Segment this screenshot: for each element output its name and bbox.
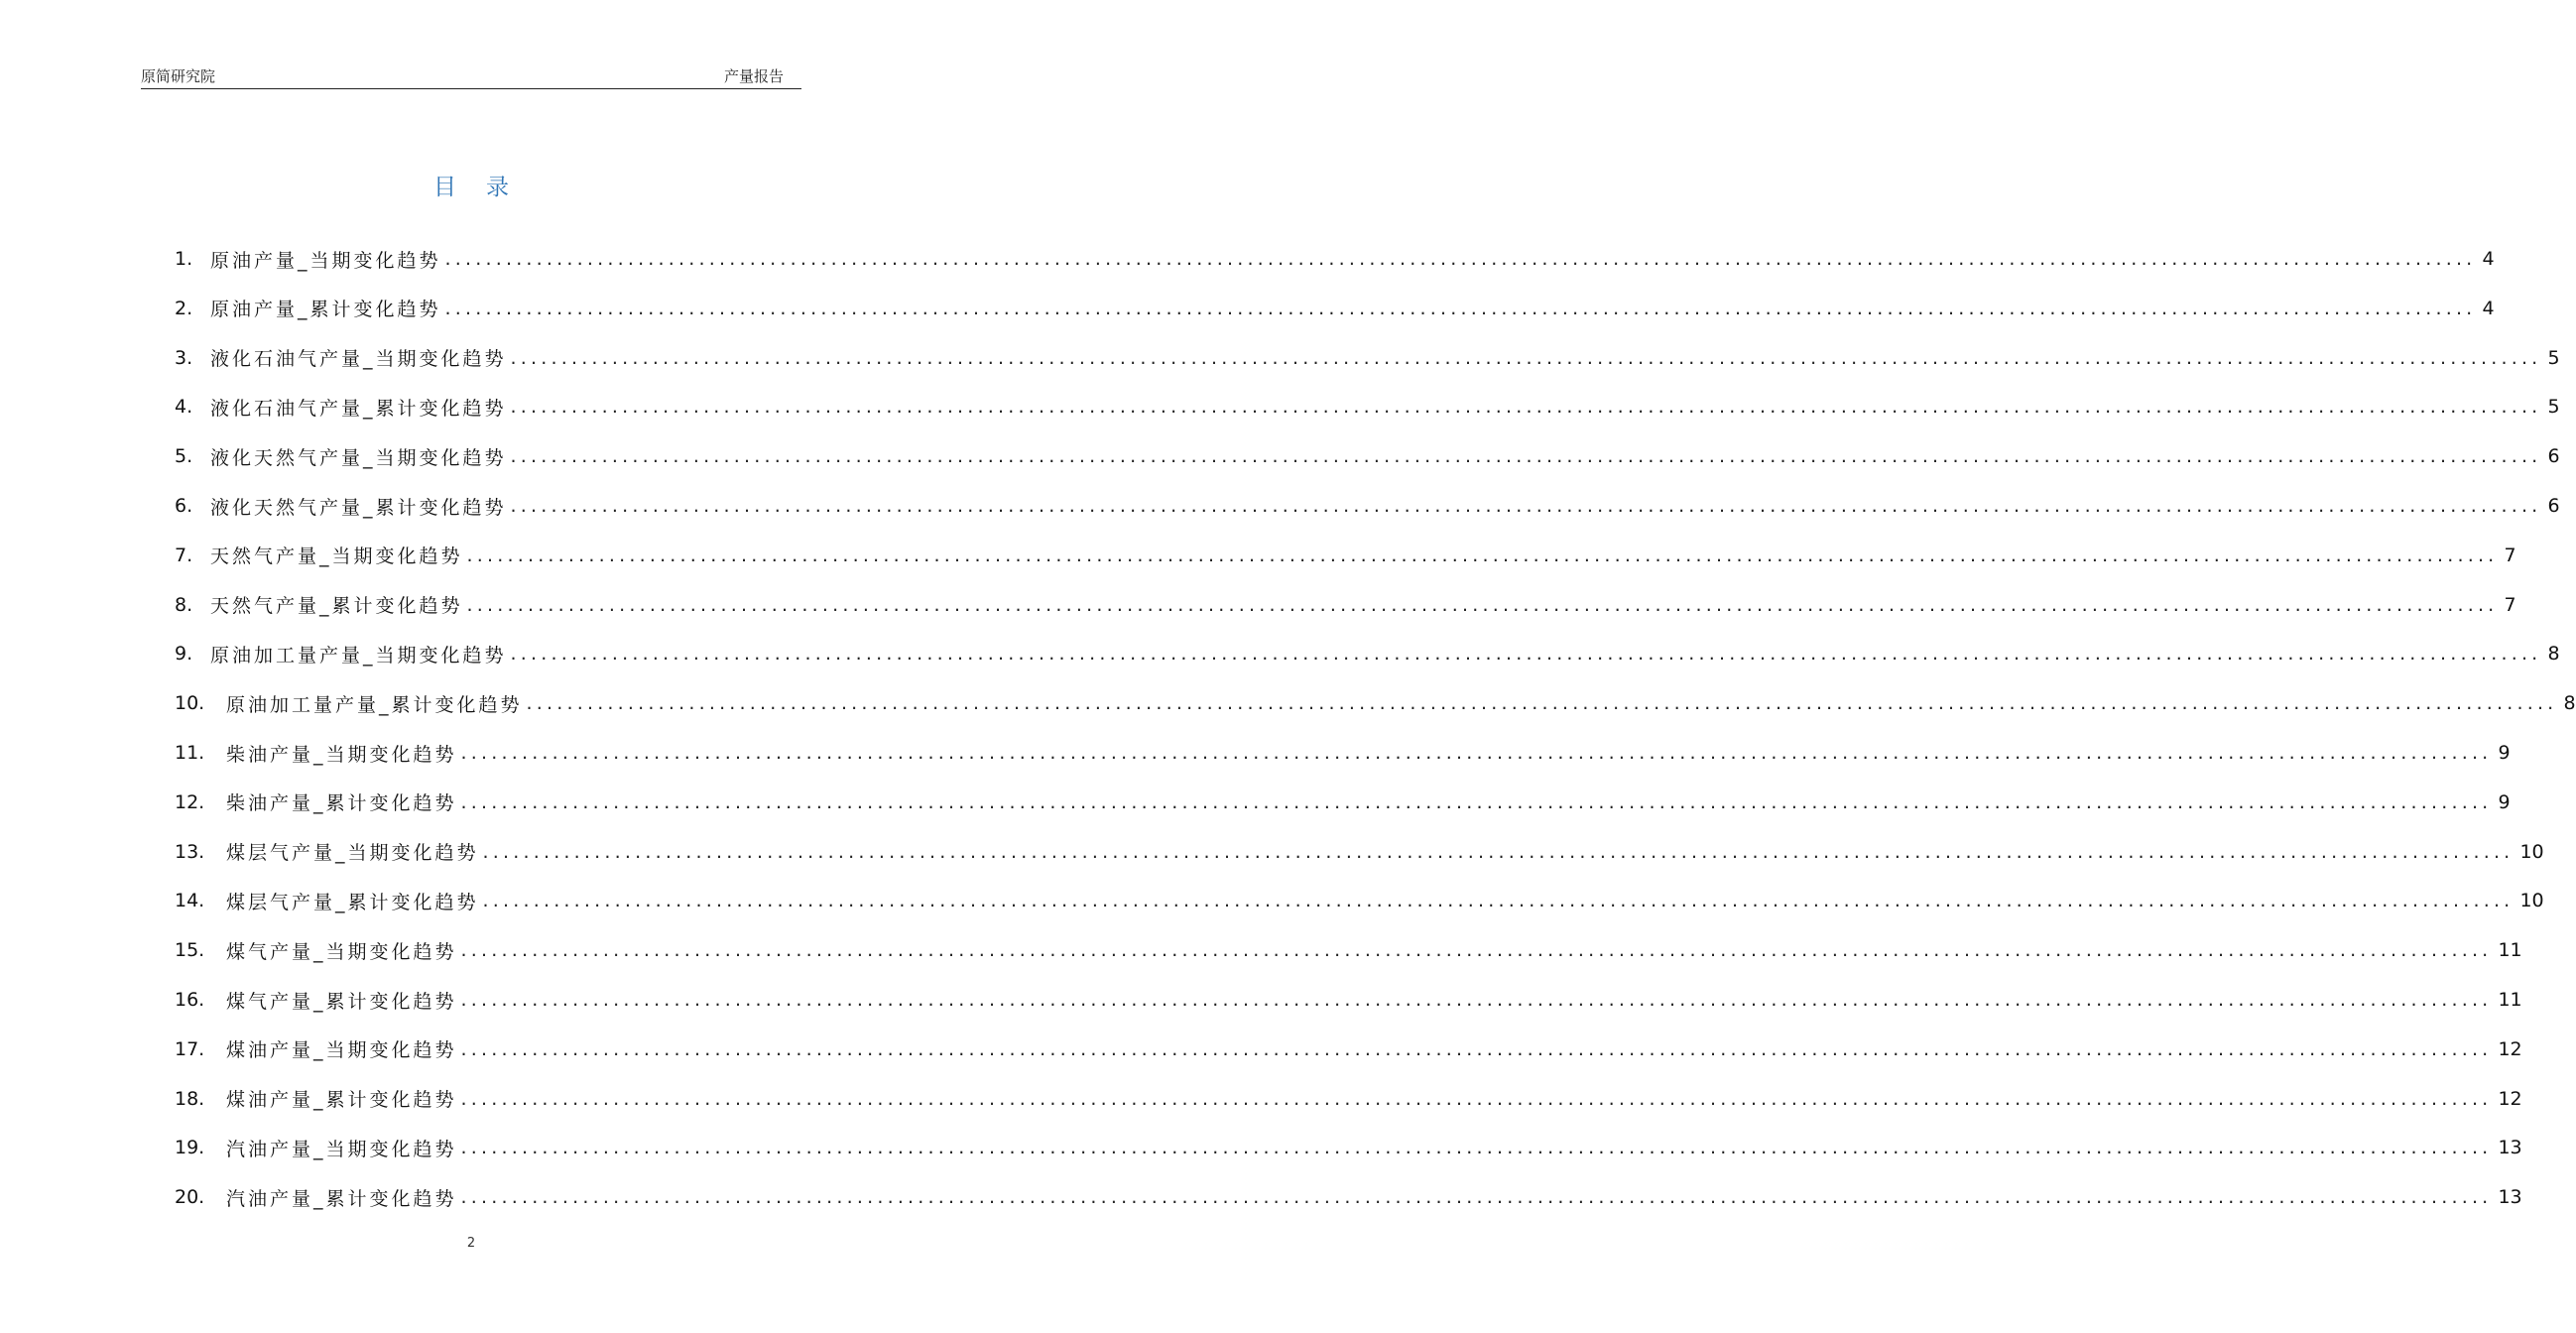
toc-dot-leader: ........................................................................................................................................................................................................: [460, 1087, 2493, 1110]
toc-entry-page: 6: [2547, 445, 2560, 468]
toc-entry-title: 柴油产量_当期变化趋势: [226, 743, 457, 766]
toc-entry-title: 液化石油气产量_当期变化趋势: [210, 348, 507, 371]
toc-entry-page: 4: [2482, 297, 2495, 319]
toc-entry-page: 8: [2563, 692, 2576, 715]
toc-entry-page: 12: [2498, 1087, 2522, 1110]
toc-entry-title: 煤油产量_当期变化趋势: [226, 1039, 457, 1062]
toc-entry-page: 13: [2498, 1186, 2522, 1209]
toc-entry[interactable]: [175, 688, 2576, 718]
toc-dot-leader: ........................................................................................................................................................................................................: [466, 593, 2499, 616]
toc-dot-leader: ........................................................................................................................................................................................................: [460, 1137, 2493, 1159]
toc-entry[interactable]: [175, 294, 2495, 323]
toc-entry-number: 10.: [175, 692, 205, 715]
toc-entry[interactable]: [175, 788, 2511, 817]
toc-entry-title: 天然气产量_累计变化趋势: [210, 595, 463, 618]
toc-entry-number: 14.: [175, 890, 205, 912]
toc-entry[interactable]: [175, 392, 2560, 422]
toc-entry-page: 5: [2547, 396, 2560, 419]
toc-entry-number: 20.: [175, 1186, 205, 1209]
toc-entry[interactable]: [175, 985, 2522, 1015]
toc-entry-page: 12: [2498, 1037, 2522, 1060]
toc-entry[interactable]: [175, 886, 2544, 915]
toc-entry-page: 6: [2547, 495, 2560, 517]
toc-entry[interactable]: [175, 1034, 2522, 1064]
toc-entry-page: 9: [2498, 742, 2511, 764]
toc-entry[interactable]: [175, 1182, 2522, 1212]
toc-entry-page: 5: [2547, 346, 2560, 369]
toc-entry-title: 煤层气产量_累计变化趋势: [226, 891, 479, 913]
toc-entry-number: 15.: [175, 939, 205, 962]
toc-entry[interactable]: [175, 837, 2544, 867]
toc-entry-number: 9.: [175, 643, 193, 666]
toc-entry-page: 8: [2547, 643, 2560, 666]
header-org-name: 原简研究院: [141, 67, 216, 85]
toc-dot-leader: ........................................................................................................................................................................................................: [466, 544, 2499, 566]
toc-entry-number: 13.: [175, 840, 205, 863]
toc-entry-title: 煤层气产量_当期变化趋势: [226, 842, 479, 865]
toc-entry-number: 5.: [175, 445, 193, 468]
toc-entry[interactable]: [175, 935, 2522, 965]
toc-entry-page: 9: [2498, 790, 2511, 813]
toc-entry-number: 17.: [175, 1037, 205, 1060]
toc-entry-title: 柴油产量_累计变化趋势: [226, 792, 457, 815]
toc-entry-title: 液化天然气产量_当期变化趋势: [210, 446, 507, 469]
toc-entry-title: 原油产量_累计变化趋势: [210, 299, 441, 321]
toc-title: 目录: [433, 175, 539, 200]
toc-entry[interactable]: [175, 441, 2560, 471]
toc-entry-page: 13: [2498, 1137, 2522, 1159]
toc-dot-leader: ........................................................................................................................................................................................................: [482, 840, 2515, 863]
page-number: 2: [466, 1236, 476, 1251]
toc-entry-number: 19.: [175, 1137, 205, 1159]
toc-dot-leader: ........................................................................................................................................................................................................: [460, 989, 2493, 1011]
toc-entry-page: 11: [2498, 989, 2522, 1011]
toc-entry[interactable]: [175, 244, 2495, 274]
toc-dot-leader: ........................................................................................................................................................................................................: [510, 643, 2542, 666]
toc-dot-leader: ........................................................................................................................................................................................................: [460, 742, 2493, 764]
toc-dot-leader: ........................................................................................................................................................................................................: [510, 445, 2542, 468]
toc-entry-title: 液化天然气产量_累计变化趋势: [210, 496, 507, 519]
toc-dot-leader: ........................................................................................................................................................................................................: [460, 1037, 2493, 1060]
toc-entry-page: 4: [2482, 248, 2495, 270]
toc-entry[interactable]: [175, 1133, 2522, 1162]
toc-entry-number: 6.: [175, 495, 193, 517]
toc-dot-leader: ........................................................................................................................................................................................................: [526, 692, 2558, 715]
toc-dot-leader: ........................................................................................................................................................................................................: [482, 890, 2515, 912]
toc-entry-number: 12.: [175, 790, 205, 813]
toc-entry-title: 煤油产量_累计变化趋势: [226, 1089, 457, 1112]
header-divider: [141, 88, 801, 89]
toc-dot-leader: ........................................................................................................................................................................................................: [510, 396, 2542, 419]
toc-entry[interactable]: [175, 491, 2560, 521]
toc-entry-page: 7: [2504, 544, 2516, 566]
toc-dot-leader: ........................................................................................................................................................................................................: [444, 297, 2477, 319]
toc-entry-title: 原油加工量产量_当期变化趋势: [210, 644, 507, 666]
toc-dot-leader: ........................................................................................................................................................................................................: [460, 1186, 2493, 1209]
toc-entry-title: 煤气产量_当期变化趋势: [226, 940, 457, 963]
toc-entry[interactable]: [175, 738, 2511, 768]
toc-entry-page: 10: [2519, 840, 2544, 863]
toc-entry-number: 3.: [175, 346, 193, 369]
toc-entry[interactable]: [175, 590, 2516, 620]
toc-entry-page: 7: [2504, 593, 2516, 616]
toc-dot-leader: ........................................................................................................................................................................................................: [444, 248, 2477, 270]
toc-entry-title: 原油产量_当期变化趋势: [210, 249, 441, 272]
toc-entry[interactable]: [175, 639, 2560, 668]
toc-dot-leader: ........................................................................................................................................................................................................: [510, 495, 2542, 517]
toc-entry-number: 2.: [175, 297, 193, 319]
toc-entry[interactable]: [175, 1084, 2522, 1114]
toc-entry-title: 汽油产量_当期变化趋势: [226, 1138, 457, 1160]
toc-entry-title: 原油加工量产量_累计变化趋势: [226, 693, 523, 716]
toc-entry-number: 1.: [175, 248, 193, 270]
toc-entry-title: 煤气产量_累计变化趋势: [226, 990, 457, 1013]
toc-entry-title: 液化石油气产量_累计变化趋势: [210, 397, 507, 420]
toc-entry-title: 汽油产量_累计变化趋势: [226, 1187, 457, 1210]
toc-entry-number: 16.: [175, 989, 205, 1011]
toc-entry-number: 4.: [175, 396, 193, 419]
header-report-type: 产量报告: [723, 67, 784, 85]
toc-entry-page: 11: [2498, 939, 2522, 962]
toc-entry[interactable]: [175, 541, 2516, 570]
toc-entry[interactable]: [175, 343, 2560, 373]
toc-entry-number: 7.: [175, 544, 193, 566]
toc-dot-leader: ........................................................................................................................................................................................................: [460, 790, 2493, 813]
toc-entry-number: 11.: [175, 742, 205, 764]
toc-dot-leader: ........................................................................................................................................................................................................: [510, 346, 2542, 369]
toc-entry-page: 10: [2519, 890, 2544, 912]
toc-entry-number: 18.: [175, 1087, 205, 1110]
toc-entry-title: 天然气产量_当期变化趋势: [210, 545, 463, 568]
toc-dot-leader: ........................................................................................................................................................................................................: [460, 939, 2493, 962]
toc-entry-number: 8.: [175, 593, 193, 616]
